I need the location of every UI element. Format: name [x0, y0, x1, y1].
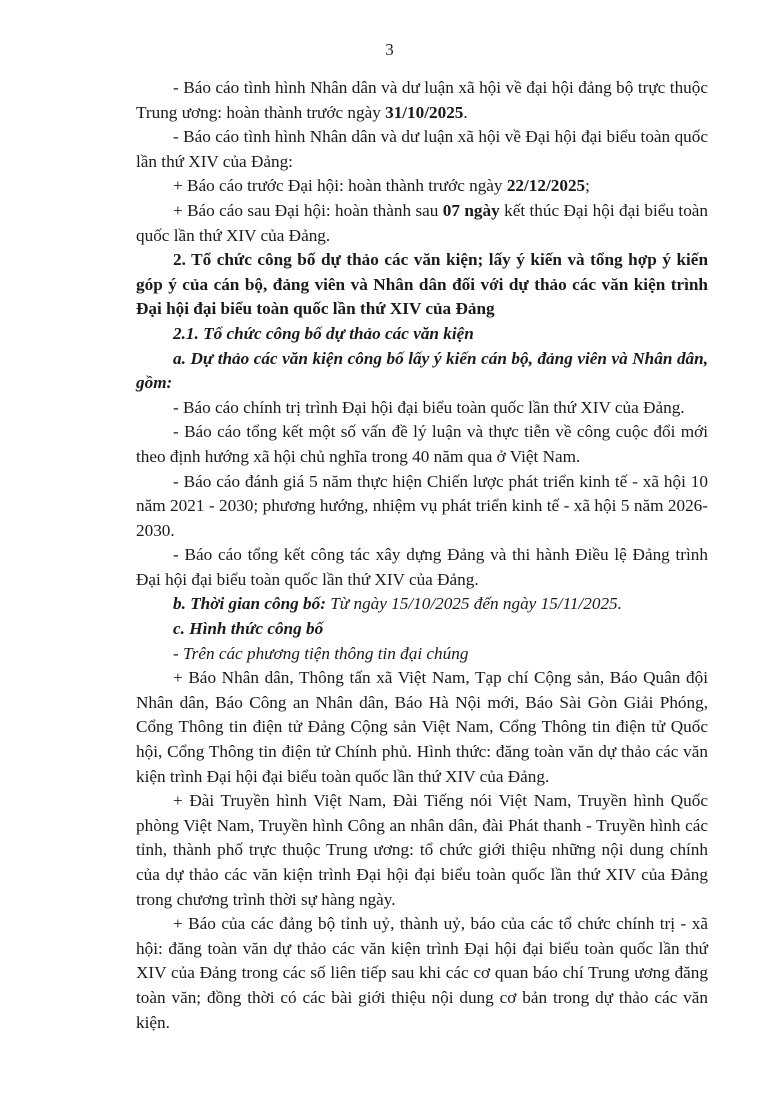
list-item: - Báo cáo tổng kết công tác xây dựng Đảng và thi hành Điều lệ Đảng trình Đại hội đại biểu toàn quốc lần thứ XIV của Đảng.: [136, 545, 708, 589]
list-item: - Báo cáo đánh giá 5 năm thực hiện Chiến lược phát triển kinh tế - xã hội 10 năm 2021 - 2030; phương hướng, nhiệm vụ phát triển kinh tế - xã hội 5 năm 2026-2030.: [136, 471, 708, 540]
subsection-b-text: Từ ngày 15/10/2025 đến ngày 15/11/2025.: [325, 594, 622, 614]
subsection-c-heading: c. Hình thức công bố: [173, 619, 324, 639]
page-number: 3: [385, 40, 394, 59]
subsection-a-heading: a. Dự thảo các văn kiện công bố lấy ý kiến cán bộ, đảng viên và Nhân dân, gồm:: [136, 348, 708, 393]
paragraph-report-national-congress: - Báo cáo tình hình Nhân dân và dư luận xã hội về Đại hội đại biểu toàn quốc lần thứ XIV của Đảng:: [136, 127, 708, 171]
section-2-1-heading: 2.1. Tổ chức công bố dự thảo các văn kiện: [173, 323, 474, 343]
subsection-b: [136, 592, 708, 617]
paragraph-before-congress: + Báo cáo trước Đại hội: hoàn thành trước ngày 22/12/2025;: [173, 176, 590, 196]
list-item: + Báo Nhân dân, Thông tấn xã Việt Nam, Tạp chí Cộng sản, Báo Quân đội Nhân dân, Báo Công an Nhân dân, Báo Hà Nội mới, Báo Sài Gòn Giải Phóng, Cổng Thông tin điện tử Đảng Cộng sản Việt Nam, Cổng Thông tin điện tử Quốc hội, Cổng Thông tin điện tử Chính phủ. Hình thức: đăng toàn văn dự thảo các văn kiện trình Đại hội đại biểu toàn quốc lần thứ XIV của Đảng.: [136, 668, 708, 786]
document-body: [136, 76, 708, 1035]
deadline-date: 22/12/2025: [506, 176, 586, 196]
media-heading: - Trên các phương tiện thông tin đại chúng: [173, 643, 469, 663]
paragraph-report-central-congress: - Báo cáo tình hình Nhân dân và dư luận xã hội về đại hội đảng bộ trực thuộc Trung ương: hoàn thành trước ngày 31/10/2025.: [136, 78, 708, 122]
subsection-b-label: b. Thời gian công bố:: [173, 594, 326, 614]
list-item: + Báo của các đảng bộ tỉnh uỷ, thành uỷ, báo của các tổ chức chính trị - xã hội: đăng toàn văn dự thảo các văn kiện trình Đại hội đại biểu toàn quốc lần thứ XIV của Đảng trong các số liên tiếp sau khi các cơ quan báo chí Trung ương đăng toàn văn; đồng thời có các bài giới thiệu nội dung cơ bản trong dự thảo các văn kiện.: [136, 914, 708, 1032]
deadline-days: 07 ngày: [442, 200, 500, 220]
list-item: - Báo cáo tổng kết một số vấn đề lý luận và thực tiễn về công cuộc đổi mới theo định hướng xã hội chủ nghĩa trong 40 năm qua ở Việt Nam.: [136, 422, 708, 466]
paragraph-after-congress: + Báo cáo sau Đại hội: hoàn thành sau 07 ngày kết thúc Đại hội đại biểu toàn quốc lần thứ XIV của Đảng.: [136, 200, 709, 245]
deadline-date: 31/10/2025: [385, 102, 464, 122]
list-item: + Đài Truyền hình Việt Nam, Đài Tiếng nói Việt Nam, Truyền hình Quốc phòng Việt Nam, Truyền hình Công an nhân dân, đài Phát thanh - Truyền hình các tỉnh, thành phố trực thuộc Trung ương: tổ chức giới thiệu những nội dung chính của dự thảo các văn kiện trình Đại hội đại biểu toàn quốc lần thứ XIV của Đảng trong chương trình thời sự hàng ngày.: [136, 791, 708, 909]
section-2-heading: 2. Tổ chức công bố dự thảo các văn kiện; lấy ý kiến và tổng hợp ý kiến góp ý của cán bộ, đảng viên và Nhân dân đối với dự thảo các văn kiện trình Đại hội đại biểu toàn quốc lần thứ XIV của Đảng: [136, 250, 708, 319]
list-item: - Báo cáo chính trị trình Đại hội đại biểu toàn quốc lần thứ XIV của Đảng.: [173, 397, 685, 417]
